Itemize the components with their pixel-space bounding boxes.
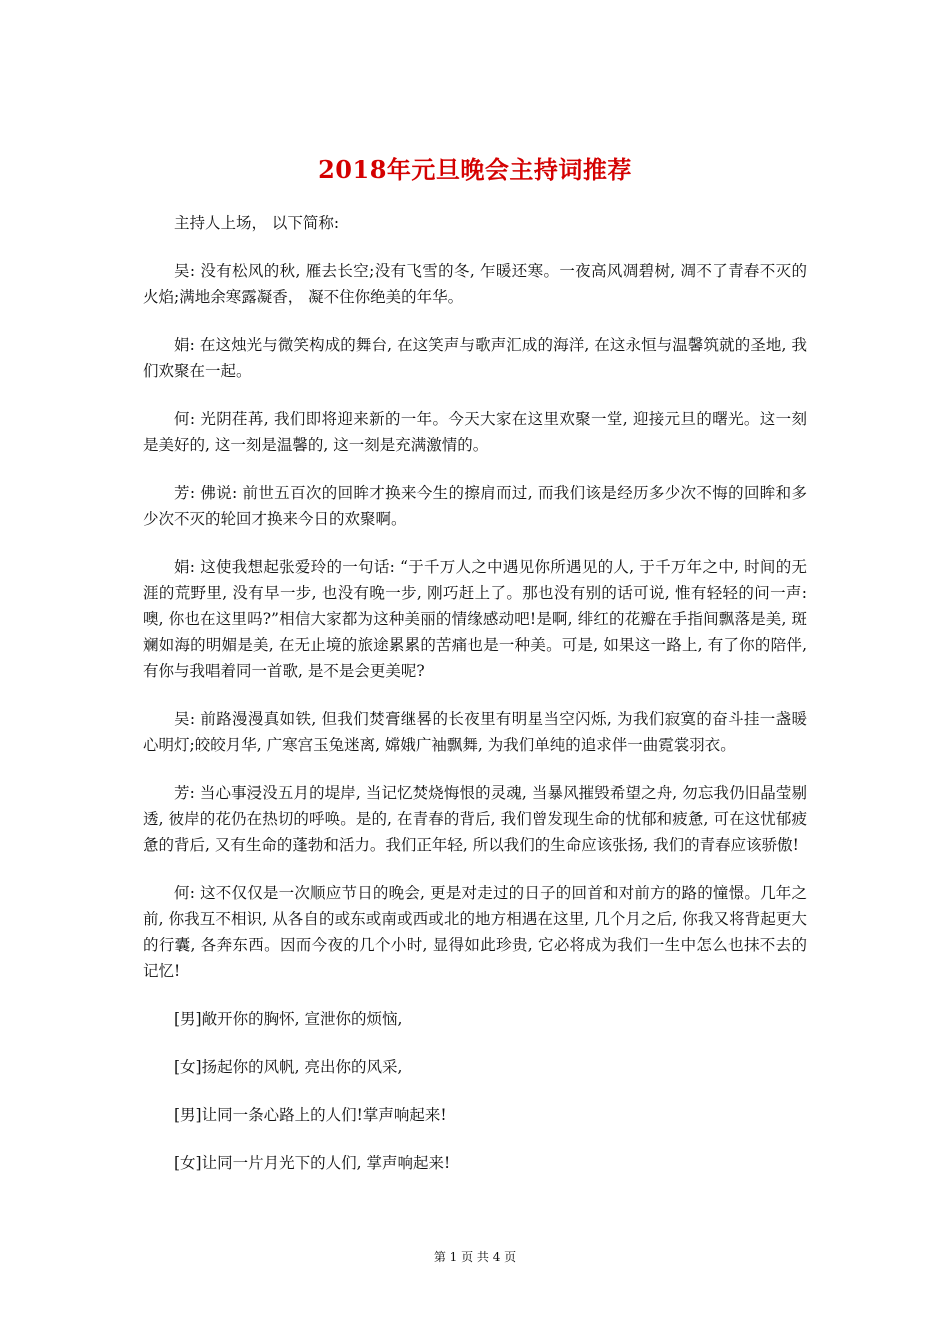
paragraph: 何: 这不仅仅是一次顺应节日的晚会, 更是对走过的日子的回首和对前方的路的憧憬。几年之前, 你我互不相识, 从各自的或东或南或西或北的地方相遇在这里, 几个月之后, 你我又将背起更大的行囊, 各奔东西。因而今夜的几个小时, 显得如此珍贵, 它必将成为我们一生中怎么也抹不去的记忆! <box>143 884 807 980</box>
page-footer: 第 1 页 共 4 页 <box>433 1250 517 1264</box>
paragraph: 芳: 佛说: 前世五百次的回眸才换来今生的擦肩而过, 而我们该是经历多少次不悔的回眸和多少次不灭的轮回才换来今日的欢聚啊。 <box>143 484 807 528</box>
document-body <box>143 210 807 1198</box>
paragraph: 芳: 当心事浸没五月的堤岸, 当记忆焚烧悔恨的灵魂, 当暴风摧毁希望之舟, 勿忘我仍旧晶莹剔透, 彼岸的花仍在热切的呼唤。是的, 在青春的背后, 我们曾发现生命的忧郁和疲惫, 可在这忧郁疲惫的背后, 又有生命的蓬勃和活力。我们正年轻, 所以我们的生命应该张扬, 我们的青春应该骄傲! <box>143 784 807 854</box>
paragraph: [男]让同一条心路上的人们!掌声响起来! <box>174 1106 447 1124</box>
paragraph: [男]敞开你的胸怀, 宣泄你的烦恼, <box>174 1010 403 1028</box>
paragraph: 何: 光阴荏苒, 我们即将迎来新的一年。今天大家在这里欢聚一堂, 迎接元旦的曙光。这一刻是美好的, 这一刻是温馨的, 这一刻是充满激情的。 <box>143 410 807 454</box>
paragraph: 娟: 在这烛光与微笑构成的舞台, 在这笑声与歌声汇成的海洋, 在这永恒与温馨筑就的圣地, 我们欢聚在一起。 <box>143 336 807 380</box>
paragraph: [女]让同一片月光下的人们, 掌声响起来! <box>174 1154 451 1172</box>
document-title: 2018年元旦晚会主持词推荐 <box>318 155 632 184</box>
paragraph: 娟: 这使我想起张爱玲的一句话: “于千万人之中遇见你所遇见的人, 于千万年之中, 时间的无涯的荒野里, 没有早一步, 也没有晚一步, 刚巧赶上了。那也没有别的话可说, 惟有轻轻的问一声: 噢, 你也在这里吗?”相信大家都为这种美丽的情缘感动吧!是啊, 绯红的花瓣在手指间飘落是美, 斑斓如海的明媚是美, 在无止境的旅途累累的苦痛也是一种美。可是, 如果这一路上, 有了你的陪伴, 有你与我唱着同一首歌, 是不是会更美呢? <box>143 558 807 680</box>
paragraph: 主持人上场， 以下简称: <box>174 214 340 232</box>
paragraph: [女]扬起你的风帆, 亮出你的风采, <box>174 1058 403 1076</box>
paragraph: 吴: 没有松风的秋, 雁去长空;没有飞雪的冬, 乍暖还寒。一夜高风凋碧树, 凋不了青春不灭的火焰;满地余寒露凝香， 凝不住你绝美的年华。 <box>143 262 807 306</box>
paragraph: 吴: 前路漫漫真如铁, 但我们焚膏继晷的长夜里有明星当空闪烁, 为我们寂寞的奋斗挂一盏暖心明灯;皎皎月华, 广寒宫玉兔迷离, 嫦娥广袖飘舞, 为我们单纯的追求伴一曲霓裳羽衣。 <box>143 710 807 754</box>
